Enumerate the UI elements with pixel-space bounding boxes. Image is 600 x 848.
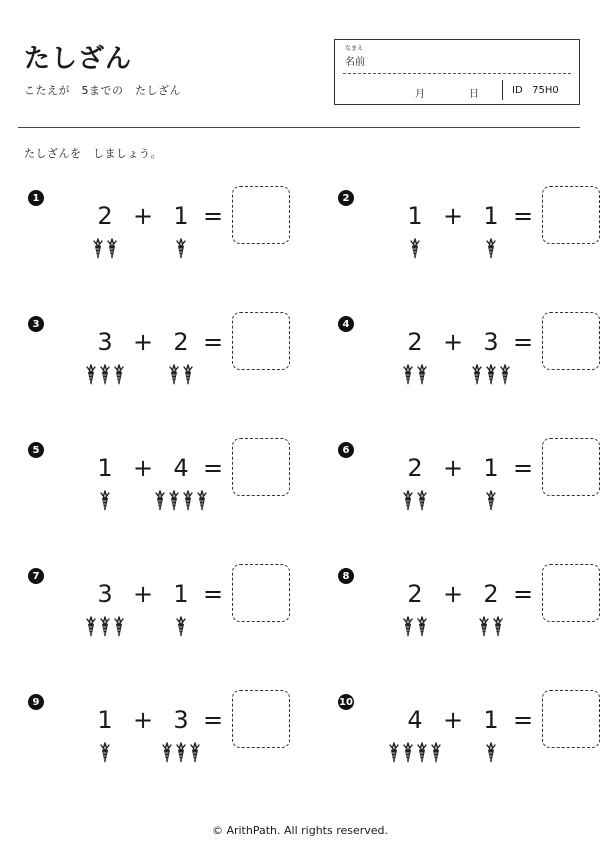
answer-box[interactable] <box>232 564 290 622</box>
carrot-group-a <box>84 616 126 638</box>
problem-item <box>28 186 308 276</box>
carrot-icon <box>98 490 112 512</box>
addend-a: 1 <box>407 202 423 230</box>
problem-item <box>338 312 600 402</box>
answer-box[interactable] <box>232 438 290 496</box>
carrot-icon <box>484 742 498 764</box>
equals-sign: = <box>202 202 224 230</box>
addend-b: 4 <box>173 454 189 482</box>
carrot-icon <box>401 742 415 764</box>
carrot-group-a <box>84 364 126 386</box>
equals-sign: = <box>202 454 224 482</box>
carrot-icon <box>98 364 112 386</box>
carrot-icon <box>415 742 429 764</box>
carrot-icon <box>112 364 126 386</box>
copyright-footer: © ArithPath. All rights reserved. <box>211 824 389 837</box>
addend-b: 3 <box>483 328 499 356</box>
answer-box[interactable] <box>542 186 600 244</box>
plus-sign: + <box>442 454 464 482</box>
answer-box[interactable] <box>542 690 600 748</box>
name-ruby: なまえ <box>345 45 364 52</box>
answer-box[interactable] <box>542 312 600 370</box>
addend-a: 3 <box>97 328 113 356</box>
problem-item <box>338 438 600 528</box>
carrot-icon <box>91 238 105 260</box>
addend-b: 1 <box>483 202 499 230</box>
problem-item <box>338 690 600 780</box>
addend-b: 1 <box>173 202 189 230</box>
carrot-group-b <box>477 616 505 638</box>
carrot-group-a <box>98 742 112 764</box>
addend-a: 1 <box>97 454 113 482</box>
header-divider <box>18 127 580 128</box>
carrot-group-a <box>387 742 443 764</box>
answer-box[interactable] <box>232 312 290 370</box>
answer-box[interactable] <box>232 186 290 244</box>
carrot-icon <box>401 490 415 512</box>
carrot-icon <box>401 616 415 638</box>
carrot-group-b <box>174 616 188 638</box>
addend-a: 1 <box>97 706 113 734</box>
problem-number-badge: 9 <box>28 694 44 710</box>
carrot-group-a <box>91 238 119 260</box>
name-box <box>334 39 580 105</box>
plus-sign: + <box>442 706 464 734</box>
carrot-icon <box>112 616 126 638</box>
plus-sign: + <box>132 706 154 734</box>
instruction-text: たしざんを しましょう。 <box>24 147 162 160</box>
carrot-icon <box>167 364 181 386</box>
day-label: 日 <box>469 89 479 100</box>
carrot-icon <box>160 742 174 764</box>
carrot-icon <box>174 238 188 260</box>
carrot-icon <box>498 364 512 386</box>
carrot-icon <box>105 238 119 260</box>
problem-number-badge: 2 <box>338 190 354 206</box>
problem-number-badge: 4 <box>338 316 354 332</box>
carrot-icon <box>84 616 98 638</box>
carrot-icon <box>174 742 188 764</box>
problem-item <box>338 564 600 654</box>
carrot-group-b <box>470 364 512 386</box>
plus-sign: + <box>442 202 464 230</box>
equals-sign: = <box>512 580 534 608</box>
addend-a: 2 <box>407 580 423 608</box>
answer-box[interactable] <box>542 438 600 496</box>
addend-b: 3 <box>173 706 189 734</box>
plus-sign: + <box>132 202 154 230</box>
carrot-icon <box>84 364 98 386</box>
carrot-icon <box>415 616 429 638</box>
carrot-group-b <box>153 490 209 512</box>
carrot-icon <box>470 364 484 386</box>
name-label: 名前 <box>345 57 365 68</box>
carrot-icon <box>174 616 188 638</box>
carrot-icon <box>484 238 498 260</box>
addend-b: 1 <box>483 706 499 734</box>
addend-b: 2 <box>173 328 189 356</box>
worksheet-id: ID 75H0 <box>512 85 559 96</box>
carrot-icon <box>195 490 209 512</box>
addend-b: 2 <box>483 580 499 608</box>
addend-b: 1 <box>173 580 189 608</box>
carrot-icon <box>408 238 422 260</box>
problem-number-badge: 3 <box>28 316 44 332</box>
worksheet-title: たしざん <box>24 44 133 74</box>
addend-a: 3 <box>97 580 113 608</box>
plus-sign: + <box>132 580 154 608</box>
name-write-line <box>343 73 571 74</box>
carrot-icon <box>153 490 167 512</box>
carrot-group-a <box>401 616 429 638</box>
carrot-icon <box>491 616 505 638</box>
problem-number-badge: 6 <box>338 442 354 458</box>
plus-sign: + <box>132 454 154 482</box>
addend-a: 2 <box>97 202 113 230</box>
problem-item <box>28 312 308 402</box>
answer-box[interactable] <box>232 690 290 748</box>
equals-sign: = <box>512 202 534 230</box>
carrot-group-a <box>401 490 429 512</box>
carrot-group-a <box>408 238 422 260</box>
worksheet-subtitle: こたえが 5までの たしざん <box>24 84 181 97</box>
carrot-icon <box>98 742 112 764</box>
addend-b: 1 <box>483 454 499 482</box>
equals-sign: = <box>512 328 534 356</box>
carrot-icon <box>415 490 429 512</box>
carrot-icon <box>484 490 498 512</box>
carrot-group-a <box>401 364 429 386</box>
carrot-icon <box>429 742 443 764</box>
carrot-icon <box>415 364 429 386</box>
addend-a: 2 <box>407 328 423 356</box>
plus-sign: + <box>442 328 464 356</box>
problem-number-badge: 8 <box>338 568 354 584</box>
problem-number-badge: 7 <box>28 568 44 584</box>
carrot-icon <box>401 364 415 386</box>
addend-a: 4 <box>407 706 423 734</box>
carrot-icon <box>387 742 401 764</box>
plus-sign: + <box>442 580 464 608</box>
problem-item <box>28 438 308 528</box>
plus-sign: + <box>132 328 154 356</box>
problem-item <box>338 186 600 276</box>
month-label: 月 <box>415 89 425 100</box>
addend-a: 2 <box>407 454 423 482</box>
id-divider <box>502 80 503 100</box>
equals-sign: = <box>202 580 224 608</box>
carrot-icon <box>181 364 195 386</box>
answer-box[interactable] <box>542 564 600 622</box>
carrot-icon <box>484 364 498 386</box>
problem-item <box>28 564 308 654</box>
carrot-group-a <box>98 490 112 512</box>
carrot-icon <box>477 616 491 638</box>
carrot-group-b <box>484 490 498 512</box>
equals-sign: = <box>202 706 224 734</box>
problem-number-badge: 1 <box>28 190 44 206</box>
carrot-icon <box>181 490 195 512</box>
carrot-icon <box>98 616 112 638</box>
problem-number-badge: 10 <box>338 694 354 710</box>
equals-sign: = <box>202 328 224 356</box>
carrot-icon <box>167 490 181 512</box>
carrot-group-b <box>484 742 498 764</box>
equals-sign: = <box>512 454 534 482</box>
problem-item <box>28 690 308 780</box>
carrot-icon <box>188 742 202 764</box>
equals-sign: = <box>512 706 534 734</box>
carrot-group-b <box>167 364 195 386</box>
carrot-group-b <box>484 238 498 260</box>
problem-number-badge: 5 <box>28 442 44 458</box>
carrot-group-b <box>174 238 188 260</box>
carrot-group-b <box>160 742 202 764</box>
